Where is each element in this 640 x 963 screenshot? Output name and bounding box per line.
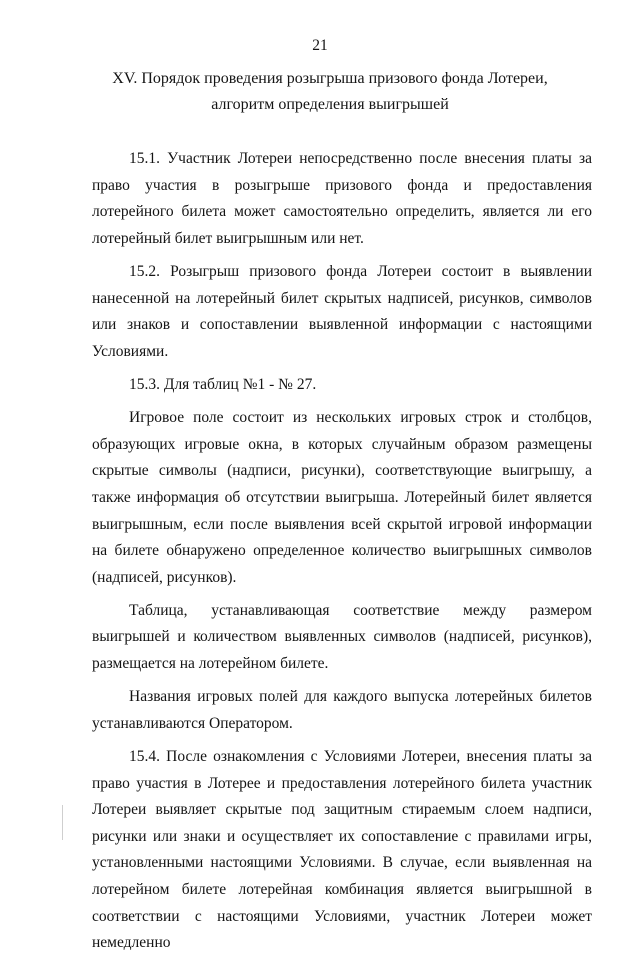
paragraph-15-3: 15.3. Для таблиц №1 - № 27.	[129, 375, 317, 393]
scan-margin-mark	[62, 805, 63, 840]
paragraph-15-2: 15.2. Розыгрыш призового фонда Лотереи состоит в выявлении нанесенной на лотерейный билет скрытых надписей, рисунков, символов или знаков и сопоставлении выявленной информации с настоящими Условиями.	[92, 262, 592, 360]
page-number: 21	[312, 37, 328, 54]
section-title-line-2: алгоритм определения выигрышей	[211, 96, 449, 113]
section-title	[60, 66, 600, 118]
paragraph-15-1: 15.1. Участник Лотереи непосредственно после внесения платы за право участия в розыгрыше призового фонда и предоставления лотерейного билета может самостоятельно определить, является ли его лотерейный билет выигрышным или нет.	[92, 150, 592, 247]
paragraph-game-field: Игровое поле состоит из нескольких игровых строк и столбцов, образующих игровые окна, в которых случайным образом размещены скрытые символы (надписи, рисунки), соответствующие выигрышу, а также информация об отсутствии выигрыша. Лотерейный билет является выигрышным, если после выявления всей скрытой игровой информации на билете обнаружено определенное количество выигрышных символов (надписей, рисунков).	[92, 409, 592, 586]
paragraph-field-names: Названия игровых полей для каждого выпуска лотерейных билетов устанавливаются Оператором.	[92, 688, 592, 732]
document-body	[92, 146, 592, 963]
paragraph-prize-table: Таблица, устанавливающая соответствие между размером выигрышей и количеством выявленных символов (надписей, рисунков), размещается на лотерейном билете.	[92, 601, 592, 673]
paragraph-15-4: 15.4. После ознакомления с Условиями Лотереи, внесения платы за право участия в Лотерее и предоставления лотерейного билета участник Лотереи выявляет скрытые под защитным стираемым слоем надписи, рисунки или знаки и осуществляет их сопоставление с правилами игры, установленными настоящими Условиями. В случае, если выявленная на лотерейном билете лотерейная комбинация является выигрышной в соответствии с настоящими Условиями, участник Лотереи может немедленно	[92, 748, 592, 952]
section-title-line-1: XV. Порядок проведения розыгрыша призового фонда Лотереи,	[112, 70, 548, 87]
